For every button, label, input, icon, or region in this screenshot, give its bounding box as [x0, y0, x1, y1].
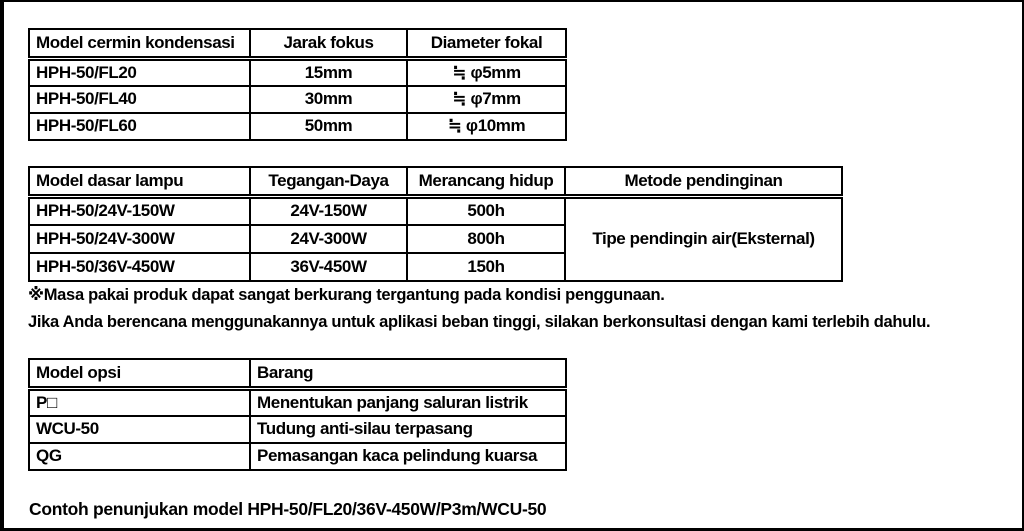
table-cell-focal-diameter: ≒ φ10mm: [407, 113, 566, 140]
column-header-item: Barang: [250, 359, 566, 389]
table-cell-option-model: P□: [29, 389, 250, 416]
column-header-voltage-power: Tegangan-Daya: [250, 167, 407, 197]
column-header-condenser-model: Model cermin kondensasi: [29, 29, 250, 59]
options-table: [28, 358, 567, 471]
column-header-focal-diameter: Diameter fokal: [407, 29, 566, 59]
model-designation-example: Contoh penunjukan model HPH-50/FL20/36V-450W/P3m/WCU-50: [29, 499, 547, 519]
note-consult-advice: Jika Anda berencana menggunakannya untuk aplikasi beban tinggi, silakan berkonsultasi dengan kami terlebih dahulu.: [28, 312, 931, 331]
table-cell-design-life: 500h: [407, 197, 565, 225]
table-cell-model: HPH-50/36V-450W: [29, 253, 250, 281]
column-header-lamp-model: Model dasar lampu: [29, 167, 250, 197]
table-row: [29, 86, 566, 113]
column-header-focal-distance: Jarak fokus: [250, 29, 407, 59]
table-cell-design-life: 800h: [407, 225, 565, 253]
table-cell-design-life: 150h: [407, 253, 565, 281]
table-cell-focal-distance: 30mm: [250, 86, 407, 113]
table-cell-option-model: QG: [29, 443, 250, 470]
table-cell-model: HPH-50/FL60: [29, 113, 250, 140]
table-cell-focal-distance: 50mm: [250, 113, 407, 140]
lamp-base-table: [28, 166, 843, 282]
notes-block: [28, 282, 930, 335]
condenser-mirror-table: [28, 28, 567, 141]
table-row: [29, 59, 566, 86]
table-cell-focal-diameter: ≒ φ7mm: [407, 86, 566, 113]
table-cell-option-model: WCU-50: [29, 416, 250, 443]
table-cell-voltage-power: 24V-150W: [250, 197, 407, 225]
table-cell-model: HPH-50/24V-300W: [29, 225, 250, 253]
table-row: [29, 197, 842, 225]
table-cell-voltage-power: 36V-450W: [250, 253, 407, 281]
table-cell-item: Menentukan panjang saluran listrik: [250, 389, 566, 416]
table-row: [29, 416, 566, 443]
table-cell-focal-distance: 15mm: [250, 59, 407, 86]
table-cell-model: HPH-50/24V-150W: [29, 197, 250, 225]
table-cell-focal-diameter: ≒ φ5mm: [407, 59, 566, 86]
table-row: [29, 443, 566, 470]
table-header-row: [29, 29, 566, 59]
note-lifetime-warning: ※Masa pakai produk dapat sangat berkurang tergantung pada kondisi penggunaan.: [28, 286, 665, 304]
table-header-row: [29, 167, 842, 197]
column-header-design-life: Merancang hidup: [407, 167, 565, 197]
table-cell-voltage-power: 24V-300W: [250, 225, 407, 253]
table-cell-cooling-method: Tipe pendingin air(Eksternal): [565, 197, 842, 281]
table-cell-item: Pemasangan kaca pelindung kuarsa: [250, 443, 566, 470]
table-cell-model: HPH-50/FL40: [29, 86, 250, 113]
column-header-cooling-method: Metode pendinginan: [565, 167, 842, 197]
table-row: [29, 113, 566, 140]
table-header-row: [29, 359, 566, 389]
column-header-option-model: Model opsi: [29, 359, 250, 389]
table-cell-item: Tudung anti-silau terpasang: [250, 416, 566, 443]
table-cell-model: HPH-50/FL20: [29, 59, 250, 86]
table-row: [29, 389, 566, 416]
